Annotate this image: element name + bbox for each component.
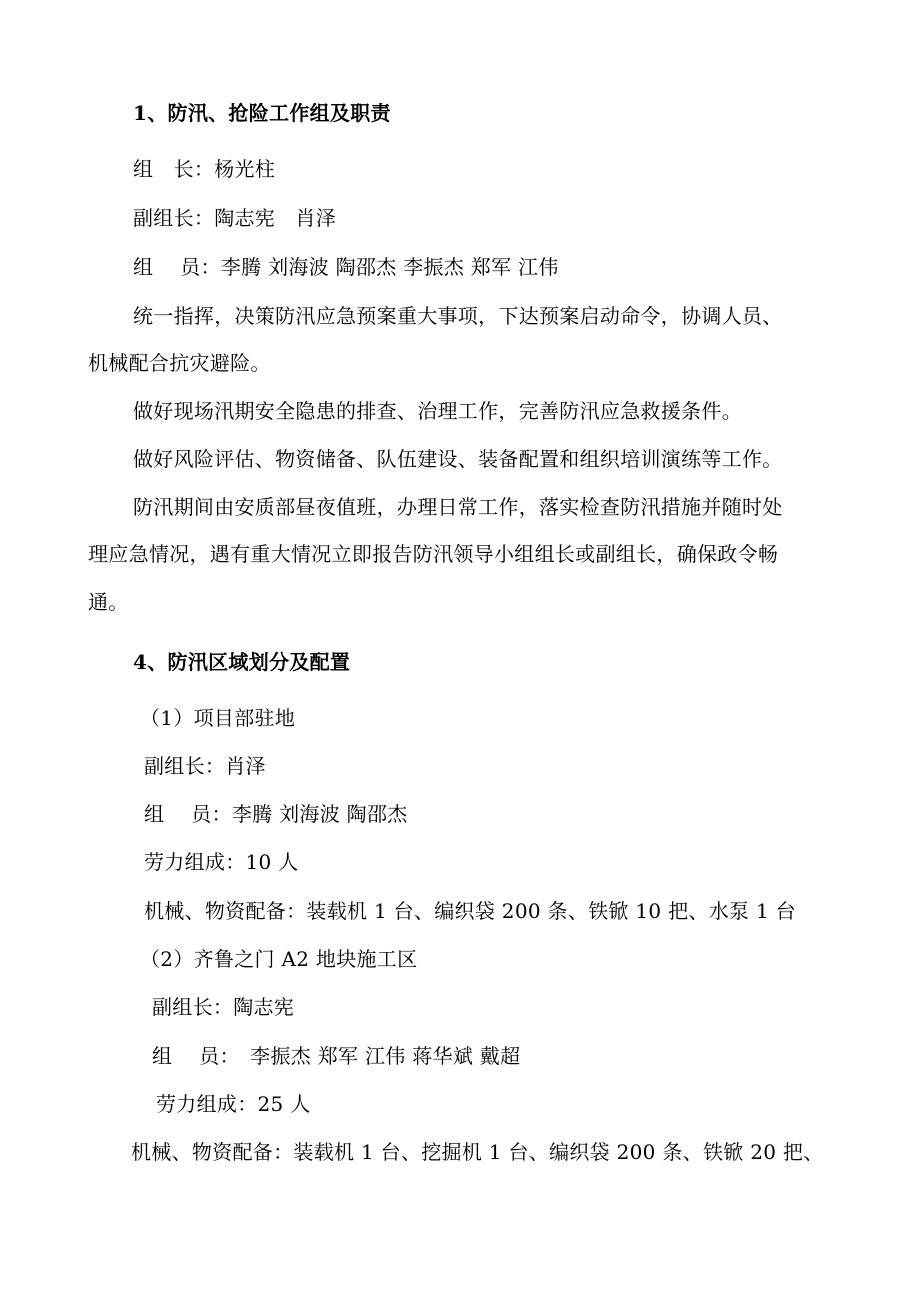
- duty1-line1: 统一指挥，决策防汛应急预案重大事项，下达预案启动命令，协调人员、: [133, 304, 783, 328]
- deputy-label: 副组长：: [133, 206, 215, 230]
- section4-heading: 4、防汛区域划分及配置: [133, 650, 351, 674]
- zone2-title: （2）齐鲁之门 A2 地块施工区: [140, 947, 418, 971]
- leader-name: 杨光柱: [214, 157, 276, 181]
- zone1-equipment: 机械、物资配备：装载机 1 台、编织袋 200 条、铁锨 10 把、水泵 1 台: [144, 899, 796, 923]
- zone1-members: 组 员：李腾 刘海波 陶邵杰: [144, 802, 408, 826]
- members-names: 李腾 刘海波 陶邵杰 李振杰 郑军 江伟: [220, 255, 559, 279]
- leader-line: [133, 155, 275, 183]
- members-line: [133, 253, 559, 281]
- zone1-deputy: 副组长：肖泽: [144, 754, 266, 778]
- zone2-members: 组 员： 李振杰 郑军 江伟 蒋华斌 戴超: [152, 1044, 521, 1068]
- zone1-title: （1）项目部驻地: [140, 706, 296, 730]
- zone1-labor: 劳力组成：10 人: [144, 850, 299, 874]
- zone2-equipment: 机械、物资配备：装载机 1 台、挖掘机 1 台、编织袋 200 条、铁锨 20 把、: [131, 1140, 824, 1164]
- duty2: 做好现场汛期安全隐患的排查、治理工作，完善防汛应急救援条件。: [133, 399, 742, 423]
- deputy-names: 陶志宪 肖泽: [214, 206, 337, 230]
- duty4-line2: 理应急情况，遇有重大情况立即报告防汛领导小组组长或副组长，确保政令畅: [88, 542, 779, 566]
- leader-label: 组 长：: [133, 157, 215, 181]
- zone2-deputy: 副组长：陶志宪: [152, 995, 295, 1019]
- duty4-line1: 防汛期间由安质部昼夜值班，办理日常工作，落实检查防汛措施并随时处: [133, 495, 783, 519]
- members-label: 组 员：: [133, 255, 221, 279]
- deputy-line: [133, 204, 336, 232]
- section1-heading: 1、防汛、抢险工作组及职责: [133, 101, 391, 125]
- duty4-line3: 通。: [88, 590, 129, 614]
- zone2-labor: 劳力组成：25 人: [156, 1092, 311, 1116]
- duty1-line2: 机械配合抗灾避险。: [88, 351, 271, 375]
- duty3: 做好风险评估、物资储备、队伍建设、装备配置和组织培训演练等工作。: [133, 447, 783, 471]
